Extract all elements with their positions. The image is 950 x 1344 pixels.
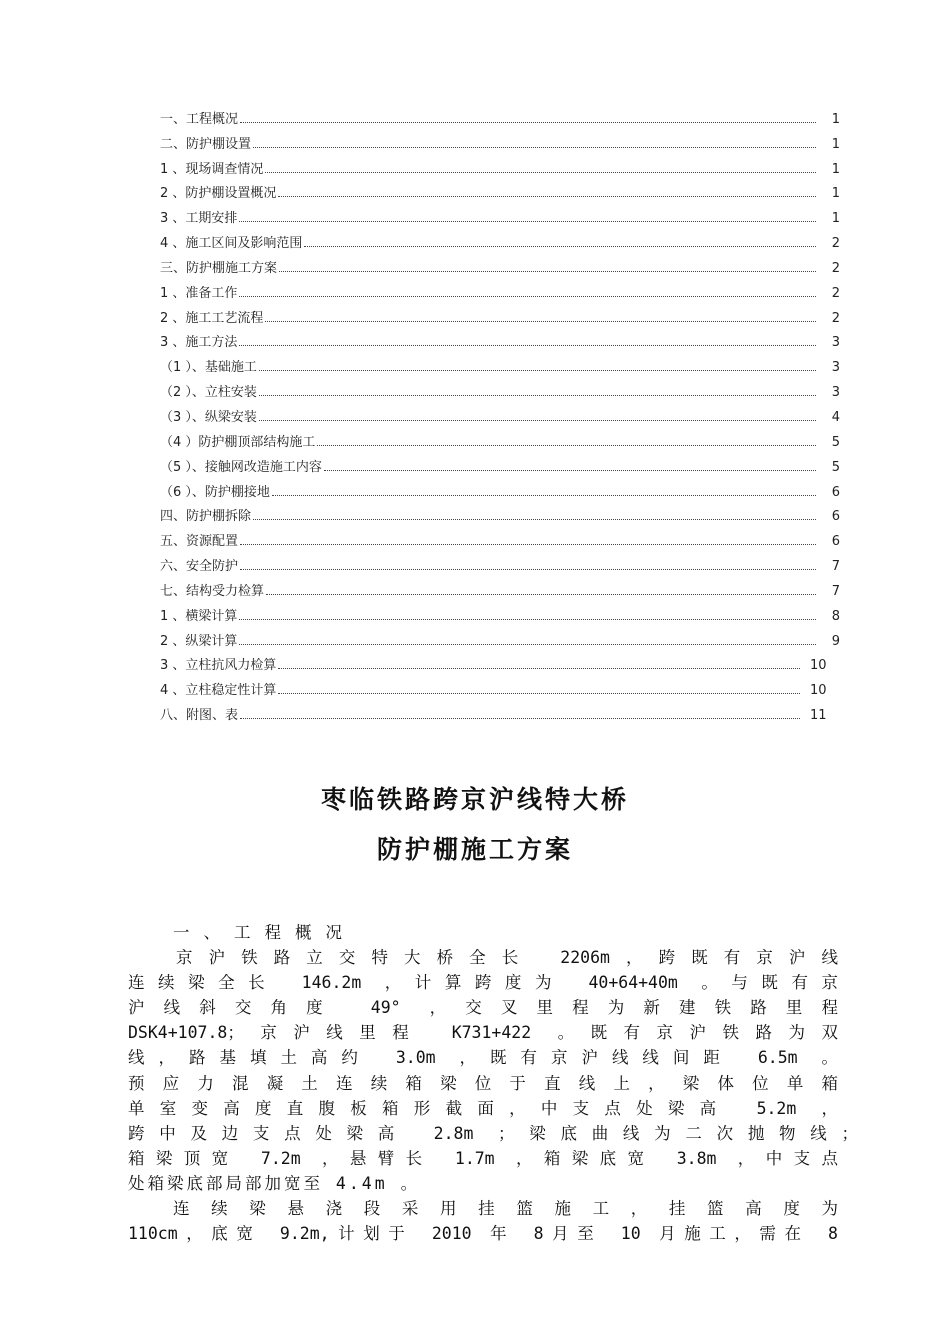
toc-entry-page: 3 <box>831 385 840 401</box>
body-line: 箱梁顶宽 7.2m ，悬臂长 1.7m ，箱梁底宽 3.8m ，中支点 <box>128 1148 838 1168</box>
toc-entry-page: 7 <box>831 583 840 599</box>
toc-entry-title: 1 、横梁计算 <box>160 608 238 624</box>
toc-leader-dots <box>240 121 816 123</box>
toc-entry[interactable] <box>160 276 840 301</box>
toc-leader-dots <box>239 344 816 346</box>
toc-leader-dots <box>253 518 816 520</box>
toc-entry-page: 1 <box>831 211 840 227</box>
toc-entry-title: 1 、准备工作 <box>160 285 238 301</box>
toc-entry[interactable] <box>160 226 840 251</box>
table-of-contents <box>160 102 840 723</box>
toc-entry-page: 7 <box>831 559 840 575</box>
toc-entry-page: 3 <box>831 335 840 351</box>
toc-entry[interactable] <box>160 350 840 375</box>
body-line: 处箱梁底部局部加宽至 4.4m 。 <box>128 1173 421 1193</box>
toc-entry-title: 七、结构受力检算 <box>160 583 265 599</box>
toc-leader-dots <box>265 320 816 322</box>
toc-entry-page: 10 <box>810 683 827 699</box>
toc-entry-title: （4 ）防护棚顶部结构施工 <box>160 434 316 450</box>
toc-entry[interactable] <box>160 102 840 127</box>
toc-leader-dots <box>278 667 800 669</box>
toc-leader-dots <box>239 643 816 645</box>
toc-entry-title: 3 、工期安排 <box>160 211 238 227</box>
toc-entry-page: 1 <box>831 186 840 202</box>
toc-entry[interactable] <box>160 425 840 450</box>
document-title-line-2: 防护棚施工方案 <box>376 835 573 864</box>
section-body <box>128 920 858 1246</box>
toc-entry[interactable] <box>160 574 840 599</box>
toc-entry[interactable] <box>160 201 840 226</box>
toc-entry-title: 1 、现场调查情况 <box>160 161 264 177</box>
toc-entry-page: 1 <box>831 136 840 152</box>
toc-entry-page: 4 <box>831 409 840 425</box>
toc-leader-dots <box>240 568 816 570</box>
toc-entry-title: 五、资源配置 <box>160 534 239 550</box>
toc-leader-dots <box>265 171 816 173</box>
toc-entry-title: 八、附图、表 <box>160 708 239 724</box>
body-line: 京沪铁路立交特大桥全长 2206m，跨既有京沪线 <box>176 948 838 968</box>
toc-entry[interactable] <box>160 500 840 525</box>
toc-entry[interactable] <box>160 698 840 723</box>
toc-leader-dots <box>259 394 816 396</box>
toc-entry-page: 1 <box>831 161 840 177</box>
toc-entry-title: 2 、防护棚设置概况 <box>160 186 277 202</box>
toc-entry-page: 6 <box>831 534 840 550</box>
toc-entry[interactable] <box>160 649 840 674</box>
toc-entry[interactable] <box>160 673 840 698</box>
toc-leader-dots <box>317 444 816 446</box>
section-heading: 一、工程概况 <box>173 923 356 942</box>
toc-entry[interactable] <box>160 152 840 177</box>
toc-entry[interactable] <box>160 251 840 276</box>
toc-entry[interactable] <box>160 524 840 549</box>
toc-leader-dots <box>239 618 816 620</box>
body-line: 连续梁全长 146.2m ，计算跨度为 40+64+40m 。与既有京 <box>128 973 838 993</box>
toc-entry[interactable] <box>160 400 840 425</box>
toc-leader-dots <box>278 692 800 694</box>
document-title-line-1: 枣临铁路跨京沪线特大桥 <box>320 785 629 814</box>
toc-leader-dots <box>279 270 816 272</box>
toc-leader-dots <box>278 195 816 197</box>
toc-entry[interactable] <box>160 475 840 500</box>
toc-leader-dots <box>239 220 816 222</box>
toc-leader-dots <box>259 369 816 371</box>
toc-entry-page: 2 <box>831 260 840 276</box>
toc-leader-dots <box>272 494 816 496</box>
toc-entry-page: 10 <box>810 658 827 674</box>
toc-entry-page: 2 <box>831 285 840 301</box>
toc-entry-page: 11 <box>810 708 827 724</box>
toc-entry[interactable] <box>160 599 840 624</box>
toc-entry-title: 3 、立柱抗风力检算 <box>160 658 277 674</box>
toc-entry-title: 四、防护棚拆除 <box>160 509 252 525</box>
toc-entry-title: （6 ）、防护棚接地 <box>160 484 270 500</box>
body-line: 沪线斜交角度 49° ，交叉里程为新建铁路里程 <box>128 998 838 1018</box>
toc-entry[interactable] <box>160 326 840 351</box>
toc-entry-title: 二、防护棚设置 <box>160 136 252 152</box>
toc-entry-title: （1 ）、基础施工 <box>160 360 257 376</box>
body-line: 预应力混凝土连续箱梁位于直线上，梁体位单箱 <box>128 1073 838 1093</box>
toc-entry[interactable] <box>160 177 840 202</box>
toc-leader-dots <box>253 146 816 148</box>
toc-leader-dots <box>240 543 816 545</box>
toc-entry-page: 6 <box>831 509 840 525</box>
toc-leader-dots <box>259 419 816 421</box>
body-line: 连续梁悬浇段采用挂篮施工，挂篮高度为 <box>173 1199 838 1219</box>
toc-entry-title: 2 、纵梁计算 <box>160 633 238 649</box>
toc-entry-title: （5 ）、接触网改造施工内容 <box>160 459 322 475</box>
toc-entry-title: （3 ）、纵梁安装 <box>160 409 257 425</box>
toc-entry-page: 3 <box>831 360 840 376</box>
toc-entry-page: 5 <box>831 459 840 475</box>
toc-leader-dots <box>304 245 816 247</box>
body-line: 线，路基填土高约 3.0m ，既有京沪线线间距 6.5m 。 <box>128 1048 838 1068</box>
toc-leader-dots <box>266 593 816 595</box>
body-line: 110cm，底宽 9.2m,计划于 2010 年 8月至 10 月施工，需在 8 <box>128 1224 838 1244</box>
toc-entry-title: 4 、施工区间及影响范围 <box>160 236 303 252</box>
body-line: DSK4+107.8；京沪线里程 K731+422 。既有京沪铁路为双 <box>128 1023 838 1043</box>
toc-entry-title: 六、安全防护 <box>160 559 239 575</box>
toc-leader-dots <box>239 295 816 297</box>
toc-entry-page: 5 <box>831 434 840 450</box>
toc-leader-dots <box>240 717 800 719</box>
toc-entry[interactable] <box>160 301 840 326</box>
toc-entry-title: 4 、立柱稳定性计算 <box>160 683 277 699</box>
toc-entry[interactable] <box>160 127 840 152</box>
toc-entry[interactable] <box>160 624 840 649</box>
toc-entry-title: 三、防护棚施工方案 <box>160 260 278 276</box>
toc-entry-page: 9 <box>831 633 840 649</box>
toc-entry-title: 3 、施工方法 <box>160 335 238 351</box>
toc-leader-dots <box>324 469 816 471</box>
toc-entry-page: 6 <box>831 484 840 500</box>
toc-entry-page: 2 <box>831 310 840 326</box>
toc-entry-title: （2 ）、立柱安装 <box>160 385 257 401</box>
toc-entry-page: 2 <box>831 236 840 252</box>
toc-entry-page: 8 <box>831 608 840 624</box>
toc-entry-title: 一、工程概况 <box>160 111 239 127</box>
toc-entry-title: 2 、施工工艺流程 <box>160 310 264 326</box>
body-line: 跨中及边支点处梁高 2.8m ；梁底曲线为二次抛物线； <box>128 1123 858 1143</box>
body-line: 单室变高度直腹板箱形截面，中支点处梁高 5.2m ， <box>128 1098 838 1118</box>
toc-entry[interactable] <box>160 450 840 475</box>
toc-entry-page: 1 <box>831 111 840 127</box>
toc-entry[interactable] <box>160 375 840 400</box>
toc-entry[interactable] <box>160 549 840 574</box>
